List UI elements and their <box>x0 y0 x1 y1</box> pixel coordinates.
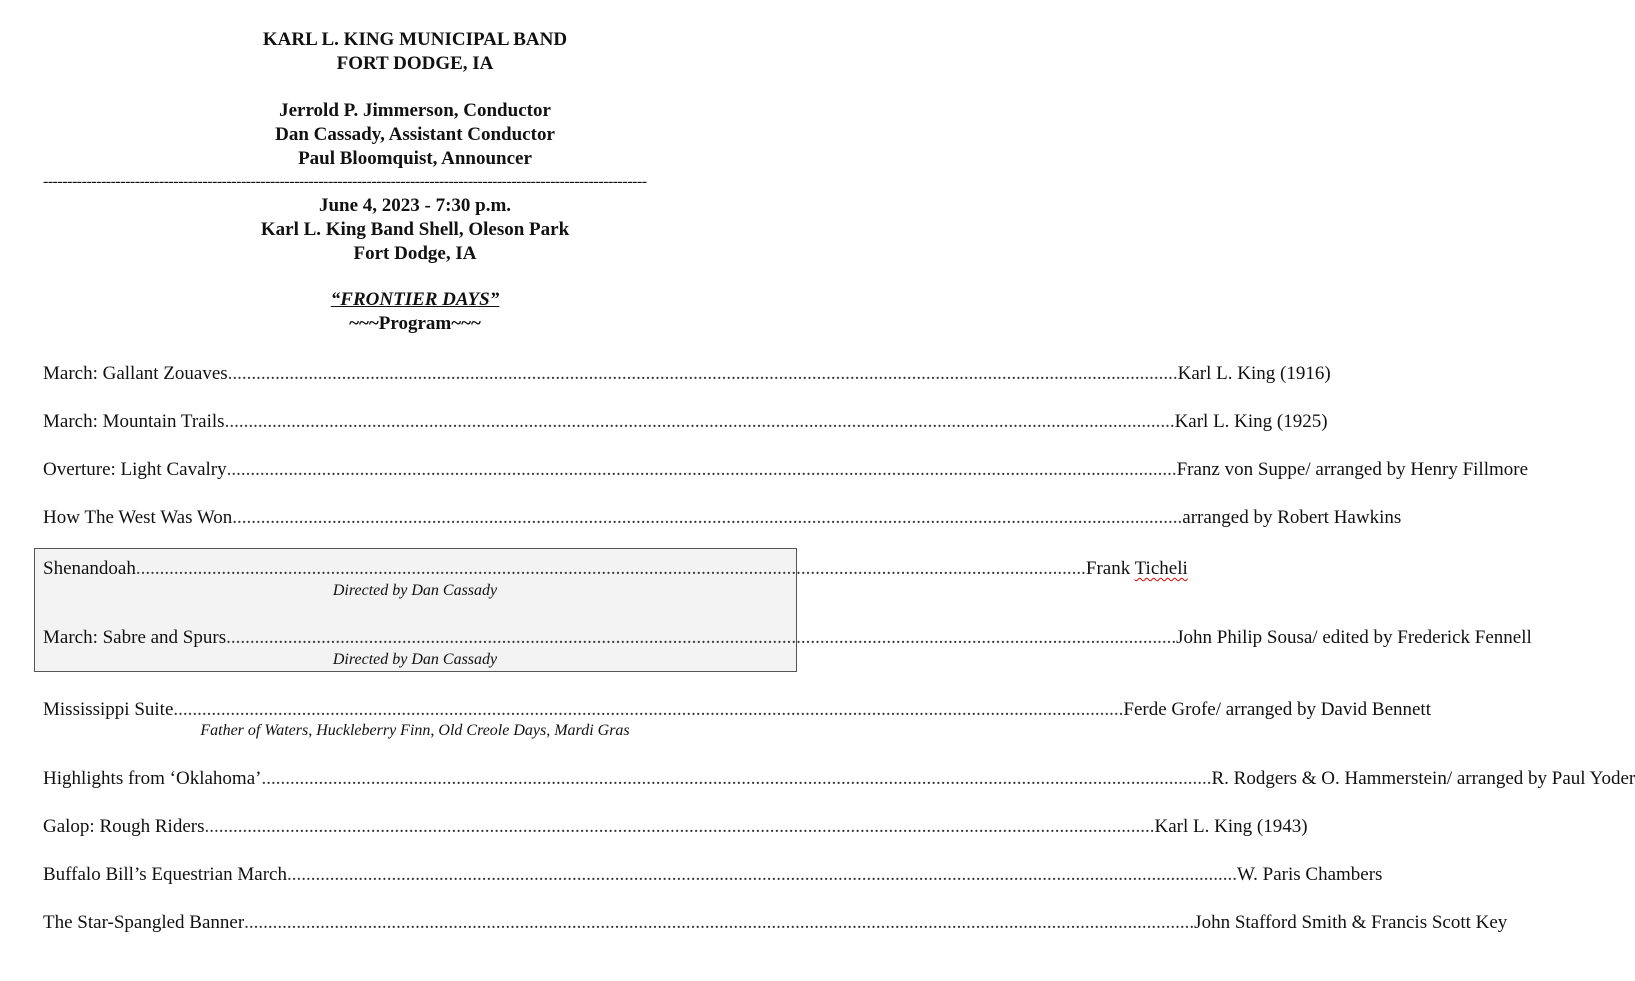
piece-title: Buffalo Bill’s Equestrian March <box>43 864 287 885</box>
program-item <box>43 814 1308 840</box>
piece-note: Directed by Dan Cassady <box>332 651 498 668</box>
piece-credit: Karl L. King (1925) <box>1174 411 1328 432</box>
leader-dots: ........................................................................................................................................................................................................ <box>227 363 1178 384</box>
credit-text: Frank <box>1085 558 1135 579</box>
piece-title: Highlights from ‘Oklahoma’ <box>43 768 262 789</box>
piece-note: Directed by Dan Cassady <box>332 582 498 599</box>
divider-line: ----------------------------------------------------------------------------------------------------------------------------- <box>43 173 647 190</box>
program-theme: “FRONTIER DAYS” <box>330 289 500 310</box>
band-name: KARL L. KING MUNICIPAL BAND <box>262 29 568 50</box>
program-item <box>43 697 1431 723</box>
piece-credit: W. Paris Chambers <box>1236 864 1383 885</box>
piece-credit: Karl L. King (1943) <box>1154 816 1308 837</box>
program-item <box>43 409 1328 435</box>
band-city: FORT DODGE, IA <box>336 53 494 74</box>
announcer: Paul Bloomquist, Announcer <box>298 148 532 169</box>
piece-title: March: Mountain Trails <box>43 411 225 432</box>
piece-title: Mississippi Suite <box>43 699 174 720</box>
leader-dots: ........................................................................................................................................................................................................ <box>224 411 1175 432</box>
leader-dots: ........................................................................................................................................................................................................ <box>244 912 1195 933</box>
leader-dots: ........................................................................................................................................................................................................ <box>232 507 1183 528</box>
piece-title: How The West Was Won <box>43 507 233 528</box>
program-item <box>43 556 1188 582</box>
piece-note: Father of Waters, Huckleberry Finn, Old Creole Days, Mardi Gras <box>200 722 630 739</box>
program-label: ~~~Program~~~ <box>349 313 481 334</box>
piece-credit: John Philip Sousa/ edited by Frederick Fennell <box>1176 627 1532 648</box>
event-date: June 4, 2023 - 7:30 p.m. <box>318 195 512 216</box>
piece-credit: Karl L. King (1916) <box>1177 363 1331 384</box>
piece-credit: John Stafford Smith & Francis Scott Key <box>1194 912 1508 933</box>
program-item <box>43 361 1331 387</box>
program-item <box>43 457 1529 483</box>
piece-title: Shenandoah <box>43 558 136 579</box>
program-item <box>43 625 1532 651</box>
event-city: Fort Dodge, IA <box>353 243 477 264</box>
piece-credit: Ferde Grofe/ arranged by David Bennett <box>1123 699 1431 720</box>
piece-credit: R. Rodgers & O. Hammerstein/ arranged by Paul Yoder <box>1211 768 1635 789</box>
piece-title: March: Gallant Zouaves <box>43 363 228 384</box>
leader-dots: ........................................................................................................................................................................................................ <box>173 699 1124 720</box>
piece-title: The Star-Spangled Banner <box>43 912 245 933</box>
conductor: Jerrold P. Jimmerson, Conductor <box>279 100 551 121</box>
leader-dots: ........................................................................................................................................................................................................ <box>286 864 1237 885</box>
spellcheck-flagged-word: Ticheli <box>1134 558 1188 579</box>
program-item <box>43 766 1635 792</box>
program-item <box>43 910 1508 936</box>
leader-dots: ........................................................................................................................................................................................................ <box>204 816 1155 837</box>
leader-dots: ........................................................................................................................................................................................................ <box>135 558 1086 579</box>
event-venue: Karl L. King Band Shell, Oleson Park <box>260 219 570 240</box>
piece-title: March: Sabre and Spurs <box>43 627 227 648</box>
leader-dots: ........................................................................................................................................................................................................ <box>261 768 1212 789</box>
piece-credit: Franz von Suppe/ arranged by Henry Fillmore <box>1176 459 1529 480</box>
assistant-conductor: Dan Cassady, Assistant Conductor <box>275 124 555 145</box>
piece-credit: arranged by Robert Hawkins <box>1182 507 1402 528</box>
program-item <box>43 505 1402 531</box>
leader-dots: ........................................................................................................................................................................................................ <box>226 627 1177 648</box>
piece-title: Galop: Rough Riders <box>43 816 205 837</box>
piece-credit <box>1086 556 1188 582</box>
program-item <box>43 862 1383 888</box>
piece-title: Overture: Light Cavalry <box>43 459 227 480</box>
leader-dots: ........................................................................................................................................................................................................ <box>226 459 1177 480</box>
